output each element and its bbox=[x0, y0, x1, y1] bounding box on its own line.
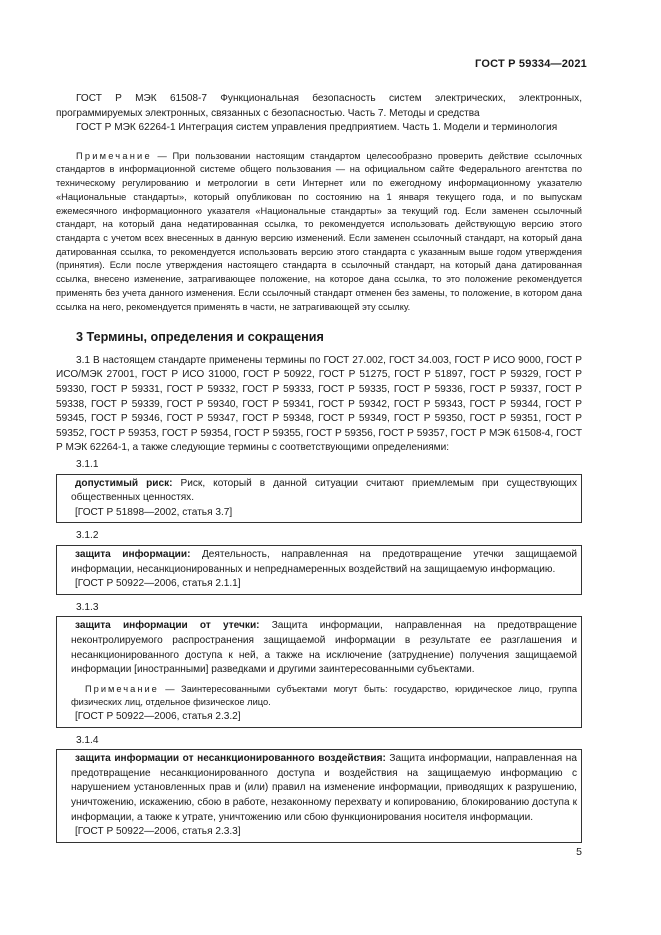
term-box bbox=[56, 474, 582, 524]
document-code: ГОСТ Р 59334—2021 bbox=[475, 58, 587, 70]
definition-text: Защита информации, направленная на предотвращение несанкционированного доступа и воздействия на защищаемую информацию с нарушением установленных прав и (или) правил на изменение информации, приводящих к разрушению, уничтожению, искажению, сбою в работе, незаконному перехвату и копированию, блокированию доступа к информации, а также к утрате, уничтожению или сбою функционирования носителя информации. bbox=[71, 753, 577, 823]
note-text: — Заинтересованными субъектами могут быть: государство, юридическое лицо, группа физических лиц, отдельное физическое лицо. bbox=[71, 683, 577, 708]
term-number: 3.1.2 bbox=[76, 530, 99, 542]
page-number: 5 bbox=[576, 846, 582, 858]
term-name: защита информации от утечки: bbox=[75, 620, 260, 632]
term-number: 3.1.3 bbox=[76, 601, 99, 613]
term-note bbox=[71, 683, 577, 710]
term-number: 3.1.1 bbox=[76, 458, 99, 470]
term-name: защита информации от несанкционированного воздействия: bbox=[75, 753, 386, 765]
term-definition bbox=[71, 619, 577, 677]
term-number: 3.1.4 bbox=[76, 734, 99, 746]
term-source: [ГОСТ Р 50922—2006, статья 2.3.2] bbox=[75, 711, 241, 723]
note-label: Примечание bbox=[76, 150, 152, 161]
normative-reference: ГОСТ Р МЭК 62264-1 Интеграция систем управления предприятием. Часть 1. Модели и терминология bbox=[76, 122, 558, 134]
term-name: защита информации: bbox=[75, 548, 191, 560]
term-definition bbox=[71, 752, 577, 825]
definition-text: Риск, который в данной ситуации считают приемлемым при существующих общественных ценностях. bbox=[71, 477, 577, 504]
term-box bbox=[56, 749, 582, 843]
reference-note bbox=[56, 150, 582, 314]
definition-text: Защита информации, направленная на предотвращение неконтролируемого распространения защищаемой информации в результате ее разглашения и несанкционированного доступа к ней, а также на исключение (затруднение) получения защищаемой информации [иностранными] разведками и другими заинтересованными субъектами. bbox=[71, 620, 577, 676]
term-name: допустимый риск: bbox=[75, 477, 173, 489]
note-text: — При пользовании настоящим стандартом целесообразно проверить действие ссылочных стандартов в информационной системе общего пользования — на официальном сайте Федерального агентства по техническому регулированию и метрологии в сети Интернет или по ежегодному информационному указателю «Национальные стандарты», который опубликован по состоянию на 1 января текущего года, и по выпускам ежемесячного информационного указателя «Национальные стандарты» за текущий год. Если заменен ссылочный стандарт, на который дана недатированная ссылка, то рекомендуется использовать действующую версию этого стандарта с учетом всех внесенных в данную версию изменений. Если заменен ссылочный стандарт, на который дана датированная ссылка, то рекомендуется использовать версию этого стандарта с указанным выше годом утверждения (принятия). Если после утверждения настоящего стандарта в ссылочный стандарт, на который дана датированная ссылка, внесено изменение, затрагивающее положение, на которое дана ссылка, то это положение рекомендуется применять без учета данного изменения. Если ссылочный стандарт отменен без замены, то положение, в котором дана ссылка на него, рекомендуется применять в части, не затрагивающей эту ссылку. bbox=[56, 150, 582, 312]
term-definition bbox=[71, 548, 577, 577]
term-box bbox=[56, 616, 582, 727]
definition-text: Деятельность, направленная на предотвращение утечки защищаемой информации, несанкционированных и непреднамеренных воздействий на защищаемую информацию. bbox=[71, 548, 577, 575]
note-label: Примечание bbox=[85, 683, 159, 694]
term-box bbox=[56, 545, 582, 595]
term-source: [ГОСТ Р 51898—2002, статья 3.7] bbox=[75, 506, 233, 518]
section-title: 3 Термины, определения и сокращения bbox=[76, 330, 324, 345]
term-source: [ГОСТ Р 50922—2006, статья 2.3.3] bbox=[75, 826, 241, 838]
page-content bbox=[56, 92, 582, 849]
section-intro: 3.1 В настоящем стандарте применены термины по ГОСТ 27.002, ГОСТ 34.003, ГОСТ Р ИСО 9000, ГОСТ Р ИСО/МЭК 27001, ГОСТ Р ИСО 31000, ГОСТ Р 50922, ГОСТ Р 51275, ГОСТ Р 51897, ГОСТ Р 59329, ГОСТ Р 59330, ГОСТ Р 59331, ГОСТ Р 59332, ГОСТ Р 59333, ГОСТ Р 59335, ГОСТ Р 59336, ГОСТ Р 59337, ГОСТ Р 59338, ГОСТ Р 59339, ГОСТ Р 59340, ГОСТ Р 59341, ГОСТ Р 59342, ГОСТ Р 59343, ГОСТ Р 59344, ГОСТ Р 59345, ГОСТ Р 59346, ГОСТ Р 59347, ГОСТ Р 59348, ГОСТ Р 59349, ГОСТ Р 59350, ГОСТ Р 59351, ГОСТ Р 59352, ГОСТ Р 59353, ГОСТ Р 59354, ГОСТ Р 59355, ГОСТ Р 59356, ГОСТ Р 59357, ГОСТ Р МЭК 61508-4, ГОСТ Р МЭК 62264-1, а также следующие термины с соответствующими определениями: bbox=[56, 354, 582, 454]
normative-reference: ГОСТ Р МЭК 61508-7 Функциональная безопасность систем электрических, электронных, программируемых электронных, связанных с безопасностью. Часть 7. Методы и средства bbox=[56, 93, 582, 119]
term-source: [ГОСТ Р 50922—2006, статья 2.1.1] bbox=[75, 578, 241, 590]
term-definition bbox=[71, 477, 577, 506]
